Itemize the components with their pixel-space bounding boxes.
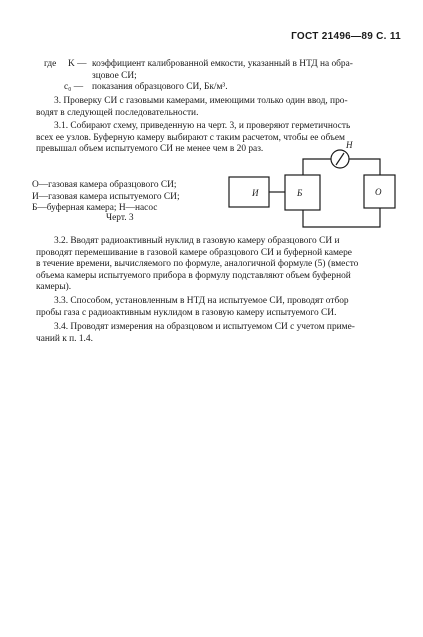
paragraph-line: проводят перемешивание в газовой камере образцового СИ и буферной камере bbox=[36, 247, 352, 258]
definition-k-cont: зцовое СИ; bbox=[92, 70, 137, 81]
symbol-k: K — bbox=[68, 59, 87, 69]
paragraph-3-3 bbox=[36, 296, 406, 319]
paragraph-line: камеры). bbox=[36, 282, 72, 293]
box-o-label: О bbox=[375, 187, 382, 197]
page-header: ГОСТ 21496—89 С. 11 bbox=[291, 31, 401, 42]
paragraph-line: объема камеры испытуемого прибора в формулу подставляют объем буферной bbox=[36, 270, 351, 281]
paragraph-line: 3. Проверку СИ с газовыми камерами, имеющими только один ввод, про- bbox=[54, 96, 348, 106]
where-lead: где bbox=[44, 59, 57, 69]
paragraph-3-2 bbox=[36, 236, 406, 294]
paragraph-line: водят в следующей последовательности. bbox=[36, 107, 199, 118]
definition-k: коэффициент калиброванной емкости, указанный в НТД на обра- bbox=[92, 59, 353, 69]
paragraph-line: 3.3. Способом, установленным в НТД на испытуемое СИ, проводят отбор bbox=[54, 296, 349, 306]
paragraph-3-4 bbox=[36, 322, 406, 345]
paragraph-line: 3.1. Собирают схему, приведенную на черт. 3, и проверяют герметичность bbox=[54, 121, 351, 131]
pipe-top-left bbox=[303, 159, 331, 175]
symbol-c0: c₀ — bbox=[64, 82, 84, 93]
pump-arrow bbox=[336, 153, 344, 165]
paragraph-line: пробы газа с радиоактивным нуклидом в газовую камеру испытуемого СИ. bbox=[36, 307, 337, 318]
pump-label: Н bbox=[346, 140, 353, 150]
paragraph-line: всех ее узлов. Буферную камеру выбирают с таким расчетом, чтобы ее объем bbox=[36, 132, 345, 143]
box-i-label: И bbox=[252, 188, 259, 198]
definition-c0: показания образцового СИ, Бк/м³. bbox=[92, 82, 228, 93]
figure-caption: Черт. 3 bbox=[106, 213, 134, 223]
legend-item: Б—буферная камера; Н—насос bbox=[32, 203, 158, 214]
legend-item: И—газовая камера испытуемого СИ; bbox=[32, 191, 180, 202]
paragraph-line: 3.2. Вводят радиоактивный нуклид в газовую камеру образцового СИ и bbox=[54, 236, 340, 246]
pipe-bottom bbox=[303, 208, 380, 227]
pipe-top-right bbox=[349, 159, 380, 175]
paragraph-line: чаний к п. 1.4. bbox=[36, 333, 93, 344]
legend-item: О—газовая камера образцового СИ; bbox=[32, 180, 177, 190]
paragraph-line: превышал объем испытуемого СИ не менее чем в 20 раз. bbox=[36, 144, 264, 155]
box-i bbox=[229, 177, 269, 207]
box-b-label: Б bbox=[297, 188, 303, 198]
paragraph-line: 3.4. Проводят измерения на образцовом и испытуемом СИ с учетом приме- bbox=[54, 322, 355, 332]
paragraph-line: в течение времени, вычисляемого по формуле, аналогичной формуле (5) (вместо bbox=[36, 259, 359, 270]
box-b bbox=[285, 175, 320, 210]
